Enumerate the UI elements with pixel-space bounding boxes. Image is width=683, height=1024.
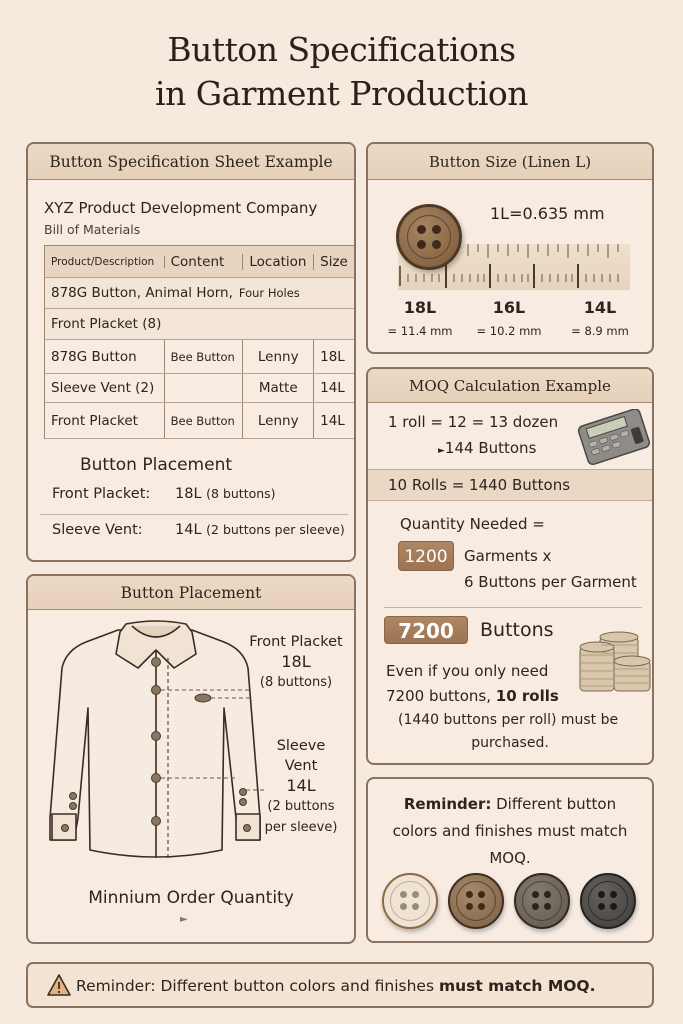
cell-location: Lenny [243,403,314,438]
label-text: Sleeve [276,738,326,754]
size-value: 18L [175,486,202,502]
row-value [175,522,345,538]
reminder-text [368,791,652,872]
cell-description: Sleeve Vent (2) [45,374,165,402]
per-garment: 6 Buttons per Garment [464,573,637,591]
arrow-icon: ► [438,446,445,456]
label-note: (8 buttons) [259,675,333,690]
row-value [175,486,276,502]
size-16l-mm: = 10.2 mm [476,324,542,338]
cell-size: 14L [320,380,345,396]
reminder-card [366,777,654,943]
table-row [45,374,356,403]
divider [40,514,348,515]
bom-subtitle: Bill of Materials [44,222,141,237]
shirt-icon [46,618,266,862]
footer-reminder [26,962,654,1008]
note-line-4: purchased. [471,735,549,751]
total-badge: 7200 [384,616,468,644]
wide-cell [45,278,356,308]
button-size-heading: Button Size (Linen L) [368,144,652,180]
total-label: Buttons [480,619,554,641]
table-header [45,245,356,278]
row-label: Front Placket: [52,486,151,502]
placement-title: Button Placement [80,455,233,475]
size-note: (2 buttons per sleeve) [206,522,345,537]
roll-buttons-text: 144 Buttons [444,439,537,457]
cursor-icon: ► [180,914,188,925]
cell-location: Lenny [243,340,314,373]
label-size: 18L [281,652,311,671]
size-18l-mm: = 11.4 mm [387,324,453,338]
cell-description: Front Placket [45,403,165,438]
button-size-card [366,142,654,354]
cell-description: 878G Button [45,340,165,373]
note-line-2 [386,687,559,705]
placement-diagram-heading: Button Placement [28,576,354,610]
cell-content: Bee Button [165,403,244,438]
note-text: 7200 buttons, [386,687,496,705]
label-text: Vent [284,758,318,774]
col-header: Content [165,254,244,270]
button-swatch-brown [448,873,504,929]
size-18l: 18L [403,298,437,317]
footer-text [76,964,596,1008]
cell-size: 14L [320,412,345,429]
note-line-1: Even if you only need [386,662,549,680]
cell-content [165,374,244,402]
ligne-conversion: 1L=0.635 mm [490,204,605,223]
button-swatch-grey-brown [514,873,570,929]
cell-text: Front Placket (8) [51,316,162,332]
roll-buttons [438,439,536,457]
button-swatch-cream [382,873,438,929]
size-16l: 16L [492,298,526,317]
footer-text-plain: Reminder: Different button colors and finishes [76,977,439,995]
sleeve-vent-row [52,522,345,538]
moq-heading: MOQ Calculation Example [368,369,652,403]
warning-icon [46,973,72,1001]
table-row [45,278,356,309]
col-header: Size [320,253,348,270]
quantity-label: Quantity Needed = [400,515,545,533]
bom-table [44,245,356,439]
label-text: Front Placket [249,634,343,650]
company-name: XYZ Product Development Company [44,199,318,217]
reminder-line-1: Different button [491,795,617,813]
label-note: per sleeve) [264,820,338,835]
size-value: 14L [175,522,202,538]
cell-content: Bee Button [165,340,244,373]
divider [384,607,642,608]
label-note: (2 buttons [267,799,335,814]
reminder-line-2: colors and finishes must match [392,822,628,840]
table-row [45,403,356,439]
calculator-icon [574,409,652,465]
sleeve-vent-label [256,736,346,838]
size-note: (8 buttons) [206,486,276,501]
note-line-3: (1440 buttons per roll) must be [398,712,619,728]
spec-sheet-heading: Button Specification Sheet Example [28,144,354,180]
cell-note: Four Holes [238,286,300,300]
button-stack-icon [578,631,654,695]
front-placket-label [234,632,356,693]
row-label: Sleeve Vent: [52,522,143,538]
moq-card [366,367,654,765]
title-line-2: in Garment Production [154,74,529,113]
label-size: 14L [286,776,316,795]
page-title [0,28,683,116]
col-header: Product/Description [45,256,165,268]
roll-definition: 1 roll = 12 = 13 dozen [388,413,559,431]
placement-diagram-card [26,574,356,944]
size-14l: 14L [583,298,617,317]
cell-location: Matte [243,374,314,402]
button-icon [396,204,462,270]
wide-cell [45,309,356,339]
note-bold: 10 rolls [495,687,559,705]
table-row [45,309,356,340]
reminder-line-3: MOQ. [489,849,531,867]
moq-caption: Minnium Order Quantity [88,888,294,908]
cell-text: 878G Button, Animal Horn, [51,285,233,301]
reminder-bold: Reminder: [403,795,492,813]
garments-label: Garments x [464,547,552,565]
rolls-summary: 10 Rolls = 1440 Buttons [368,469,652,501]
col-header: Location [243,254,314,270]
garments-badge: 1200 [398,541,454,571]
cell-size: 18L [320,348,345,365]
table-row [45,340,356,374]
size-14l-mm: = 8.9 mm [571,324,629,338]
front-placket-row [52,486,276,502]
spec-sheet-card [26,142,356,562]
footer-text-bold: must match MOQ. [438,977,596,995]
title-line-1: Button Specifications [167,30,516,69]
button-swatch-charcoal [580,873,636,929]
